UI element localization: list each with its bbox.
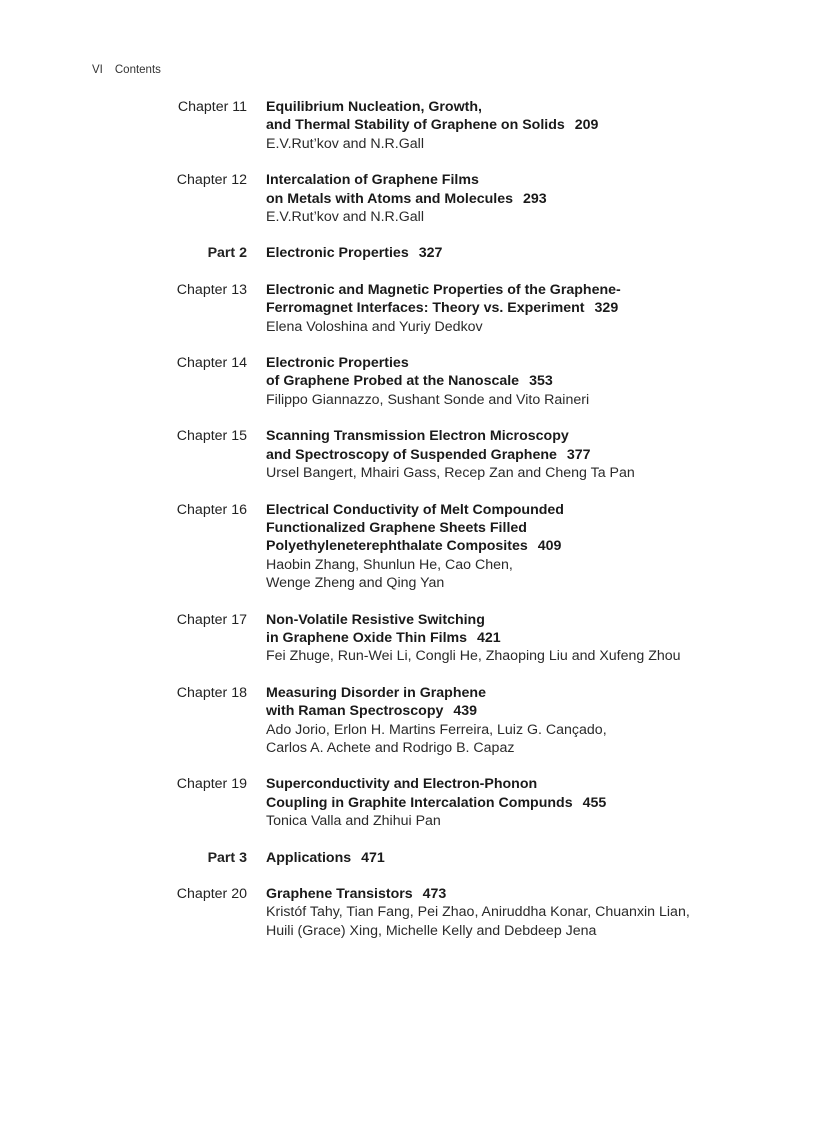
entry-title-text: on Metals with Atoms and Molecules [266,190,513,207]
toc-chapter-entry[interactable] [0,501,816,593]
entry-page-number: 377 [566,446,591,463]
entry-title-text: in Graphene Oxide Thin Films [266,629,468,646]
entry-title-text: and Thermal Stability of Graphene on Solids [266,117,565,134]
toc-chapter-entry[interactable] [0,98,816,153]
entry-title-text: Polyethyleneterephthalate Composites [266,538,528,555]
entry-title-line [266,611,736,629]
entry-title-line [266,98,736,116]
entry-title-text: with Raman Spectroscopy [266,703,444,720]
entry-page-number: 327 [418,245,443,262]
entry-title-line [266,372,736,390]
entry-title-line [266,427,736,445]
chapter-label: Chapter 17 [176,611,247,628]
running-head-title: Contents [114,64,161,76]
entry-title-line [266,116,736,134]
entry-authors: Carlos A. Achete and Rodrigo B. Capaz [266,739,515,756]
table-of-contents [0,98,816,958]
entry-title-text: of Graphene Probed at the Nanoscale [266,373,520,390]
entry-authors: E.V.Rut’kov and N.R.Gall [266,135,424,152]
entry-authors: Wenge Zheng and Qing Yan [266,575,445,592]
entry-authors: Huili (Grace) Xing, Michelle Kelly and Debdeep Jena [266,922,597,939]
entry-authors: Kristóf Tahy, Tian Fang, Pei Zhao, Aniruddha Konar, Chuanxin Lian, [266,904,690,921]
entry-title-line [266,446,736,464]
entry-title-line [266,190,736,208]
entry-title-line [266,171,736,189]
entry-title-line [266,702,736,720]
entry-page-number: 471 [361,849,385,866]
entry-authors: Haobin Zhang, Shunlun He, Cao Chen, [266,556,513,573]
entry-title-text: Electrical Conductivity of Melt Compounded [266,501,564,518]
chapter-label: Chapter 14 [176,355,247,372]
entry-authors: E.V.Rut’kov and N.R.Gall [266,209,424,226]
chapter-label: Chapter 16 [176,501,247,518]
entry-title-text: Electronic Properties [266,355,409,372]
chapter-label: Chapter 13 [176,281,247,298]
toc-part-entry[interactable] [0,849,816,867]
entry-title-text: Equilibrium Nucleation, Growth, [266,99,482,115]
entry-title-text: Non-Volatile Resistive Switching [266,611,485,628]
entry-title-line [266,354,736,372]
entry-authors: Elena Voloshina and Yuriy Dedkov [266,318,483,335]
chapter-label: Chapter 15 [176,428,247,445]
entry-page-number: 329 [594,300,619,317]
entry-title-text: Functionalized Graphene Sheets Filled [266,519,527,536]
part-label: Part 2 [207,245,247,262]
entry-page-number: 439 [453,703,478,720]
entry-title-line [266,281,736,299]
entry-title-line [266,794,736,812]
toc-chapter-entry[interactable] [0,684,816,758]
entry-title-line [266,299,736,317]
toc-chapter-entry[interactable] [0,775,816,830]
entry-title-text: Coupling in Graphite Intercalation Compunds [266,794,573,811]
page-number: VI [92,64,103,76]
chapter-label: Chapter 12 [176,172,247,189]
chapter-label: Chapter 18 [176,684,247,701]
entry-title-line [266,684,736,702]
entry-page-number: 293 [523,190,547,207]
entry-title-line [266,537,736,555]
entry-title-text: Ferromagnet Interfaces: Theory vs. Experiment [266,300,585,317]
entry-title-text: Electronic and Magnetic Properties of the Graphene- [266,281,621,298]
running-head [92,64,161,76]
toc-chapter-entry[interactable] [0,281,816,336]
chapter-label: Chapter 19 [176,776,247,793]
toc-chapter-entry[interactable] [0,885,816,940]
chapter-label: Chapter 20 [176,886,247,902]
entry-authors: Ursel Bangert, Mhairi Gass, Recep Zan and Cheng Ta Pan [266,465,635,482]
entry-page-number: 409 [537,538,562,555]
entry-page-number: 353 [529,373,553,390]
entry-authors: Ado Jorio, Erlon H. Martins Ferreira, Luiz G. Cançado, [266,721,607,738]
entry-title-line [266,519,736,537]
toc-chapter-entry[interactable] [0,354,816,409]
entry-title-text: and Spectroscopy of Suspended Graphene [266,446,557,463]
entry-page-number: 209 [574,117,599,134]
entry-title-line [266,629,736,647]
toc-chapter-entry[interactable] [0,611,816,666]
chapter-label: Chapter 11 [177,99,247,115]
toc-chapter-entry[interactable] [0,427,816,482]
entry-title-text: Superconductivity and Electron-Phonon [266,776,538,793]
entry-authors: Filippo Giannazzo, Sushant Sonde and Vito Raineri [266,391,590,408]
entry-title-line [266,501,736,519]
toc-chapter-entry[interactable] [0,171,816,226]
entry-title-text: Intercalation of Graphene Films [266,172,479,189]
entry-page-number: 421 [477,629,501,646]
entry-title-line [266,849,736,867]
part-label: Part 3 [207,849,247,866]
entry-page-number: 455 [582,794,607,811]
entry-authors: Fei Zhuge, Run-Wei Li, Congli He, Zhaoping Liu and Xufeng Zhou [266,648,681,665]
entry-title-text: Graphene Transistors [266,886,413,902]
entry-page-number: 473 [422,886,447,902]
toc-part-entry[interactable] [0,244,816,262]
entry-title-text: Applications [266,849,352,866]
entry-title-text: Measuring Disorder in Graphene [266,684,486,701]
entry-authors: Tonica Valla and Zhihui Pan [266,813,441,830]
entry-title-text: Electronic Properties [266,245,409,262]
entry-title-line [266,885,736,903]
entry-title-line [266,775,736,793]
entry-title-line [266,244,736,262]
entry-title-text: Scanning Transmission Electron Microscopy [266,428,569,445]
